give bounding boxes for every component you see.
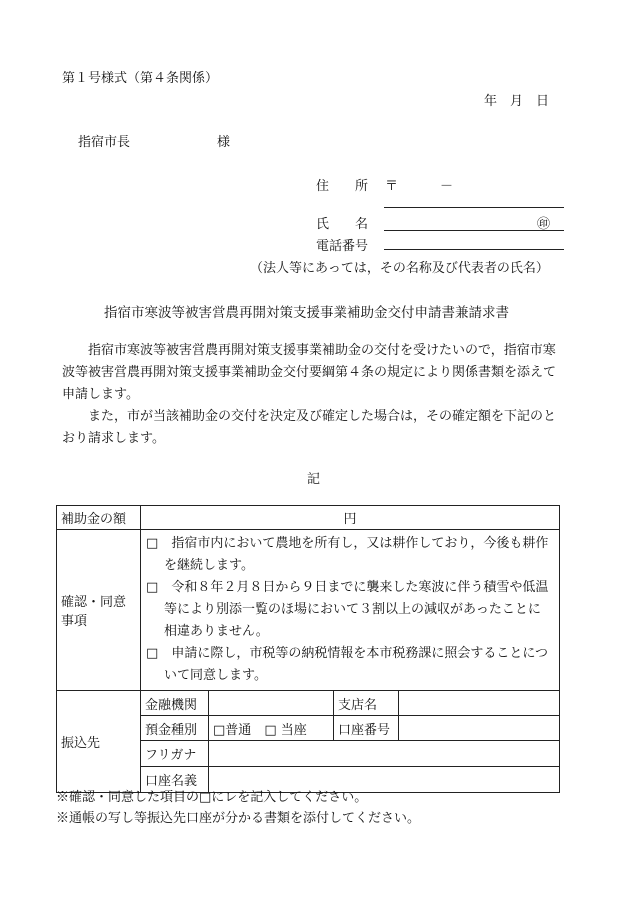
checkbox-ordinary[interactable]: □ [213,722,226,738]
body-paragraph-1: 指宿市寒波等被害営農再開対策支援事業補助金の交付を受けたいので，指宿市寒波等被害営農再開対策支援事業補助金交付要綱第４条の規定により関係書類を添えて申請します。 [62,343,557,402]
checkbox-current[interactable]: □ [264,722,277,738]
form-number: 第１号様式（第４条関係） [62,71,219,86]
postal-dash: － [440,179,454,194]
confirm-label-line1: 確認・同意 [61,595,127,610]
confirm-item-1-text: 指宿市内において農地を所有し，又は耕作しており，今後も耕作を継続します。 [164,536,549,573]
confirm-item-1 [146,533,553,577]
address-underline[interactable] [384,207,564,208]
deposit-type-label: 預金種別 [141,716,209,741]
amount-label: 補助金の額 [57,506,141,530]
postal-mark: 〒 [385,179,399,194]
checkbox-3[interactable]: □ [146,646,159,661]
transfer-label: 振込先 [57,691,141,793]
date-field: 年 月 日 [484,94,550,109]
branch-field[interactable] [399,691,560,716]
confirm-items [141,530,560,691]
deposit-current-label: 当座 [280,722,307,738]
deposit-type-field [209,716,334,741]
name-label: 氏 名 [316,217,369,232]
confirm-item-3 [146,643,553,687]
confirm-item-2 [146,577,553,643]
addressee: 指宿市長 [78,135,131,150]
honorific: 様 [217,135,231,150]
amount-field[interactable] [141,506,560,530]
confirm-label [57,530,141,691]
body-paragraph-2: また，市が当該補助金の交付を決定及び確定した場合は，その確定額を下記のとおり請求します。 [62,409,557,446]
furigana-field[interactable] [209,741,560,767]
furigana-label: フリガナ [141,741,209,767]
note-2: ※通帳の写し等振込先口座が分かる書類を添付してください。 [56,811,421,826]
note-1: ※確認・同意した項目の□にレを記入してください。 [56,790,368,805]
bank-label: 金融機関 [141,691,209,716]
address-label: 住 所 [316,179,369,194]
confirm-item-2-text: 令和８年２月８日から９日までに襲来した寒波に伴う積雪や低温等により別添一覧のほ場において３割以上の減収があったことに相違ありません。 [164,580,549,639]
account-no-label: 口座番号 [334,716,399,741]
phone-underline[interactable] [384,249,564,250]
checkbox-2[interactable]: □ [146,580,159,595]
ki-heading: 記 [307,472,321,487]
checkbox-1[interactable]: □ [146,536,159,551]
account-name-label: 口座名義 [141,767,209,793]
seal-mark: ㊞ [537,217,551,232]
branch-label: 支店名 [334,691,399,716]
application-table [56,505,560,793]
confirm-item-3-text: 申請に際し，市税等の納税情報を本市税務課に照会することについて同意します。 [164,646,549,683]
document-title: 指宿市寒波等被害営農再開対策支援事業補助金交付申請書兼請求書 [104,305,509,321]
bank-field[interactable] [209,691,334,716]
account-no-field[interactable] [399,716,560,741]
name-underline[interactable] [384,230,564,231]
confirm-label-line2: 事項 [61,614,88,629]
phone-label: 電話番号 [316,239,369,254]
amount-unit: 円 [343,512,357,527]
corp-note: （法人等にあっては，その名称及び代表者の氏名） [250,261,549,276]
deposit-ordinary-label: 普通 [225,722,252,738]
